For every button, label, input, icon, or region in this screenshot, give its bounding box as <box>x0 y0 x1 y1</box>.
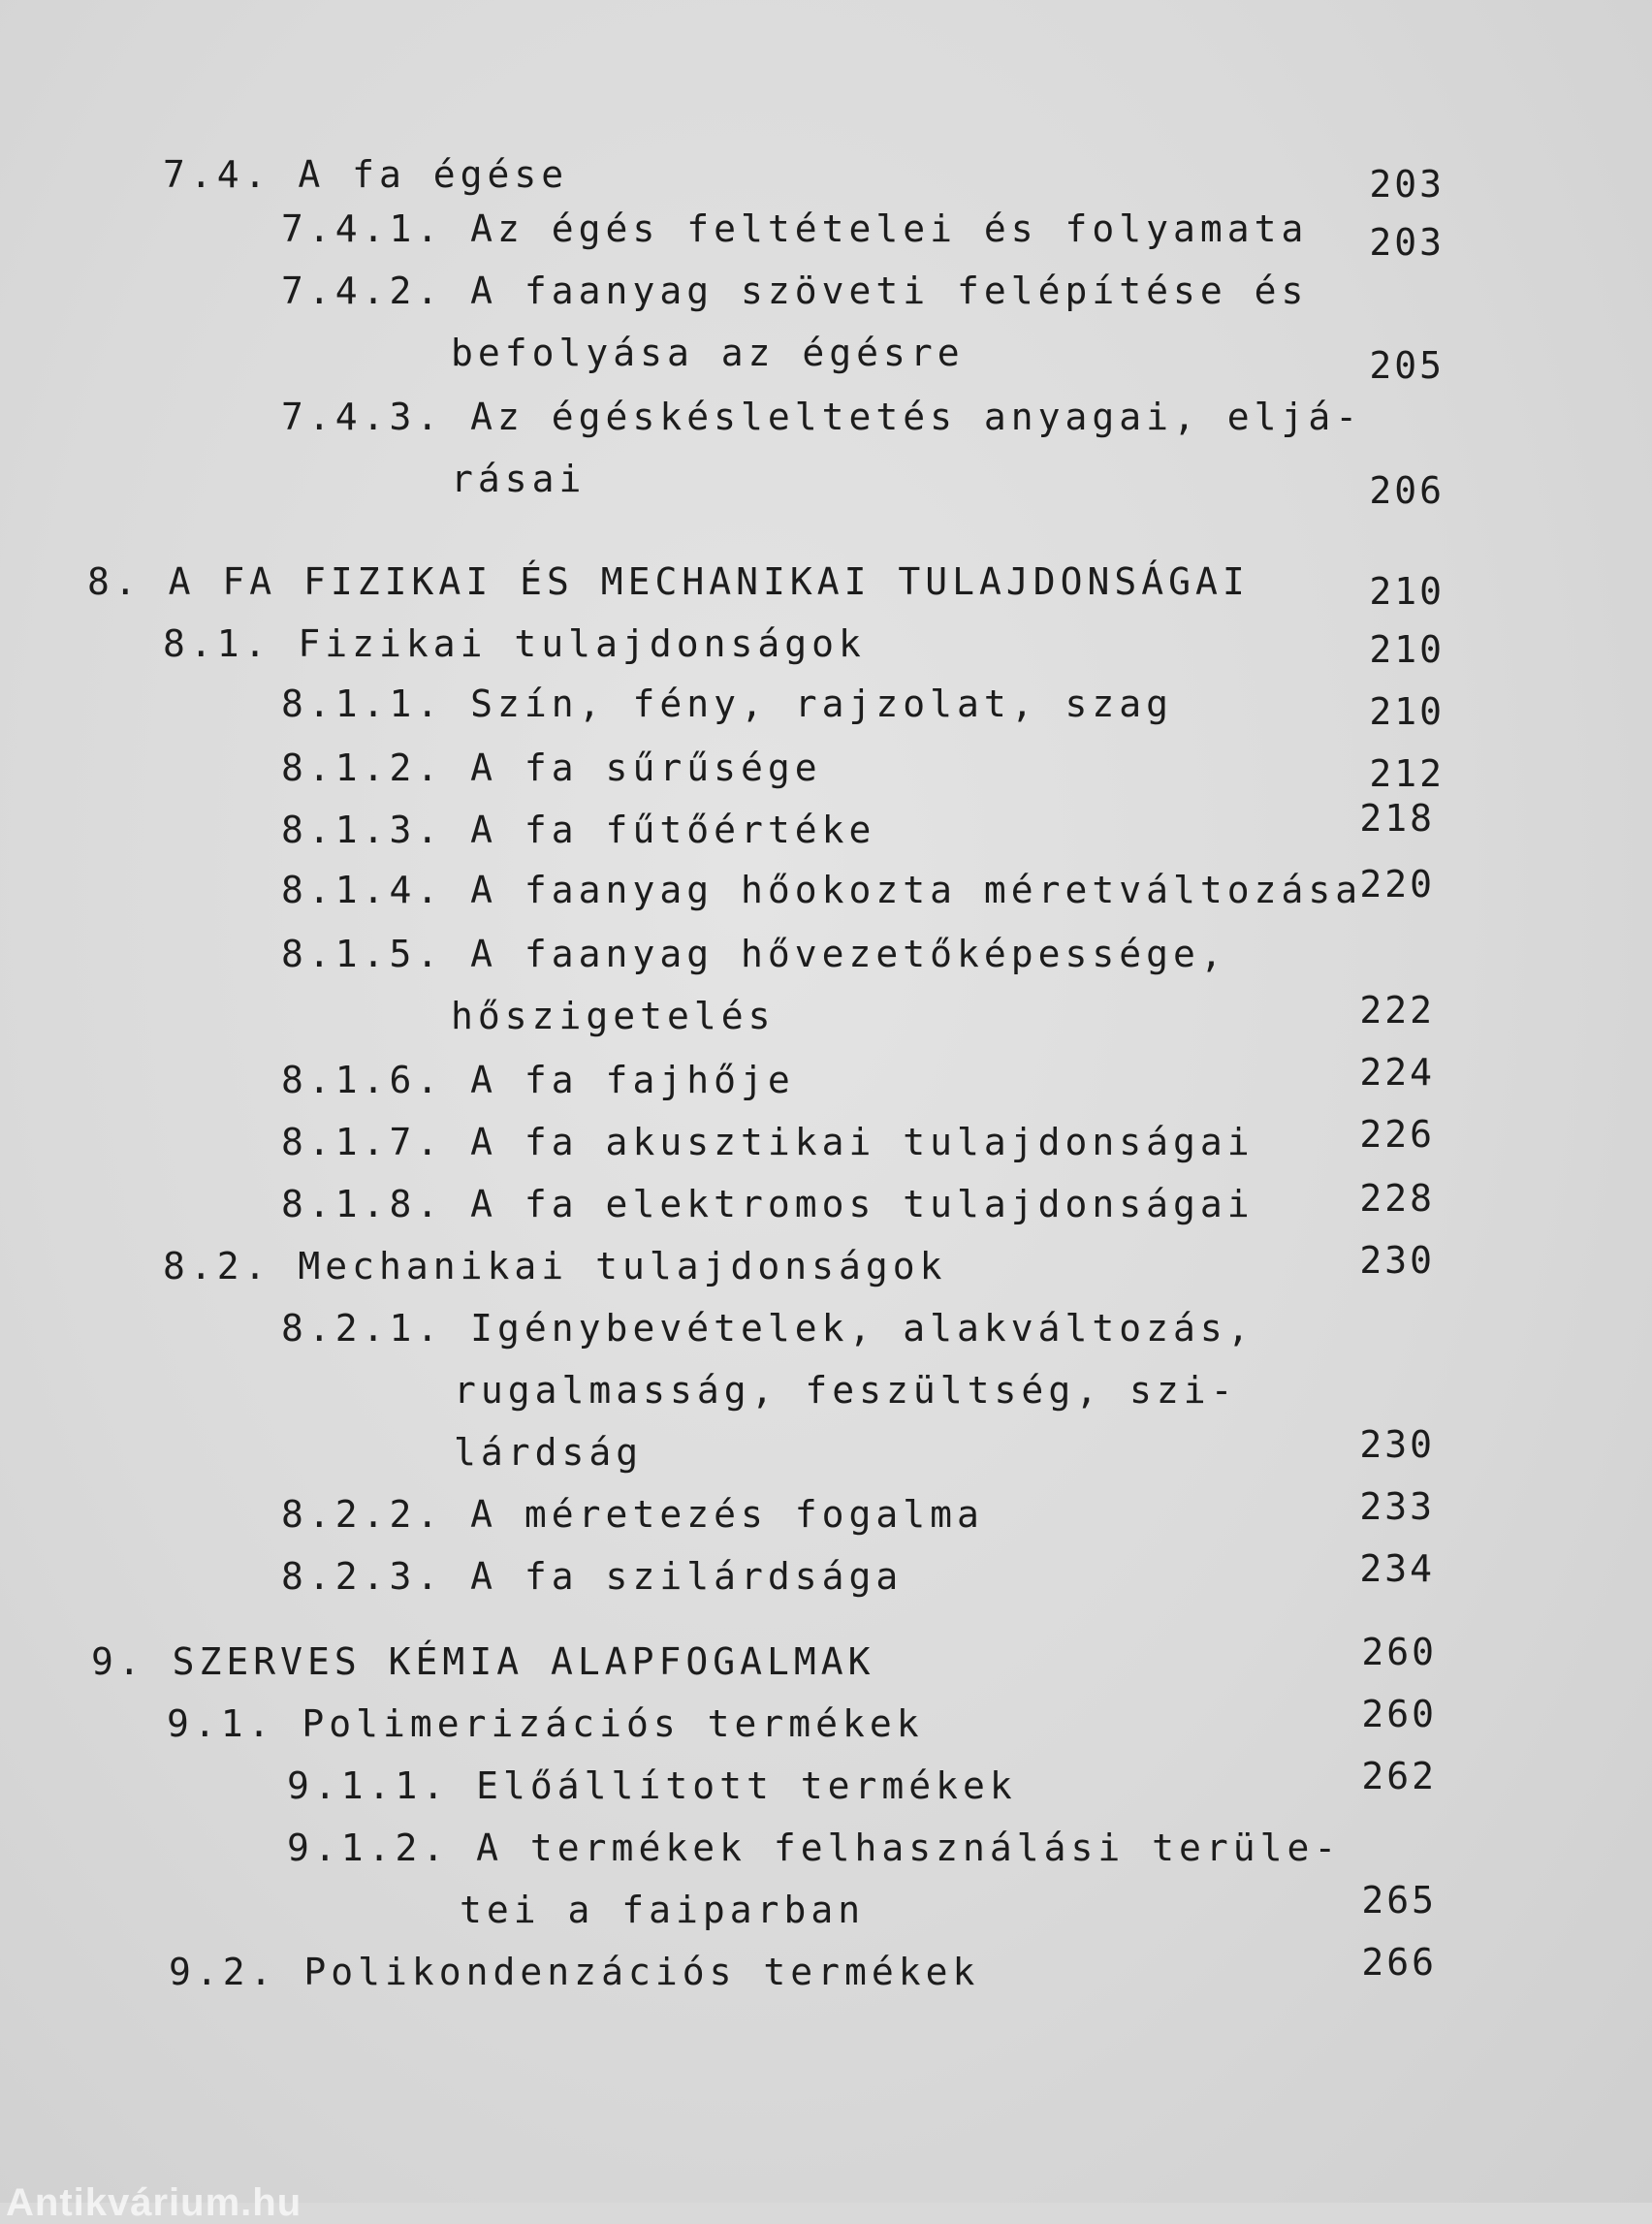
toc-entry-8-1-5-cont: hőszigetelés <box>451 995 776 1037</box>
toc-page-8-2: 230 <box>1359 1239 1435 1282</box>
toc-entry-7-4-3-cont: rásai <box>451 458 587 500</box>
toc-page-8-1-3: 218 <box>1359 797 1435 840</box>
toc-page-8-1: 210 <box>1369 628 1445 671</box>
toc-title: A faanyag hővezetőképessége, <box>470 933 1227 975</box>
toc-entry-8 <box>87 560 1250 603</box>
toc-title: Előállított termékek <box>476 1764 1017 1807</box>
toc-number: 7.4.3. <box>281 396 444 438</box>
toc-page-9-1-2: 265 <box>1361 1879 1437 1922</box>
toc-page-9-2: 266 <box>1361 1941 1437 1984</box>
toc-page-9-1-1: 262 <box>1361 1755 1437 1797</box>
toc-number: 8.1.3. <box>281 809 444 851</box>
toc-title: A fa szilárdsága <box>470 1555 904 1598</box>
toc-entry-9-2 <box>169 1951 979 1993</box>
toc-page-7-4-2: 205 <box>1369 344 1445 387</box>
toc-number: 9. <box>91 1640 145 1683</box>
toc-number: 9.1.2. <box>287 1827 450 1869</box>
toc-entry-8-1-6 <box>281 1059 795 1101</box>
toc-entry-8-2-1-cont2: lárdság <box>454 1431 644 1474</box>
toc-page-8: 210 <box>1369 570 1445 613</box>
toc-title: A termékek felhasználási terüle- <box>476 1827 1342 1869</box>
toc-title: A méretezés fogalma <box>470 1493 984 1536</box>
toc-title: Szín, fény, rajzolat, szag <box>470 683 1173 725</box>
toc-title: A fa sűrűsége <box>470 747 822 789</box>
toc-entry-9-1-2 <box>287 1827 1341 1869</box>
toc-title: A fa akusztikai tulajdonságai <box>470 1121 1255 1163</box>
toc-number: 8.1.8. <box>281 1183 444 1225</box>
toc-number: 7.4.1. <box>281 207 444 250</box>
toc-page-8-1-6: 224 <box>1359 1051 1435 1094</box>
toc-number: 8.2. <box>163 1245 271 1287</box>
toc-title: A faanyag hőokozta méretváltozása <box>470 869 1363 911</box>
toc-entry-7-4 <box>163 153 568 196</box>
toc-number: 9.1. <box>167 1702 275 1745</box>
toc-entry-8-1-3 <box>281 809 875 851</box>
toc-title: A fa fajhője <box>470 1059 795 1101</box>
toc-title: A faanyag szöveti felépítése és <box>470 270 1309 312</box>
toc-page-9-1: 260 <box>1361 1693 1437 1735</box>
toc-page-8-1-4: 220 <box>1359 863 1435 905</box>
toc-title: A fa égése <box>298 153 569 196</box>
toc-number: 8.1.4. <box>281 869 444 911</box>
toc-entry-8-2-3 <box>281 1555 903 1598</box>
toc-number: 8. <box>87 560 142 603</box>
toc-title: A fa fűtőértéke <box>470 809 876 851</box>
toc-entry-9 <box>91 1640 874 1683</box>
toc-title: Polikondenzációs termékek <box>303 1951 980 1993</box>
toc-entry-7-4-2 <box>281 270 1308 312</box>
toc-title: SZERVES KÉMIA ALAPFOGALMAK <box>172 1640 875 1683</box>
toc-entry-8-1-4 <box>281 869 1362 911</box>
toc-number: 8.1.5. <box>281 933 444 975</box>
toc-entry-8-1-1 <box>281 683 1173 725</box>
toc-number: 8.1.7. <box>281 1121 444 1163</box>
toc-number: 8.2.2. <box>281 1493 444 1536</box>
toc-page-8-1-7: 226 <box>1359 1113 1435 1156</box>
toc-title: Az égés feltételei és folyamata <box>470 207 1309 250</box>
toc-number: 8.1.1. <box>281 683 444 725</box>
toc-entry-8-2 <box>163 1245 946 1287</box>
toc-number: 7.4. <box>163 153 271 196</box>
toc-entry-8-2-2 <box>281 1493 984 1536</box>
toc-title: A FA FIZIKAI ÉS MECHANIKAI TULAJDONSÁGAI <box>168 560 1250 603</box>
toc-title: A fa elektromos tulajdonságai <box>470 1183 1255 1225</box>
toc-title: Fizikai tulajdonságok <box>298 622 866 665</box>
toc-page-8-2-2: 233 <box>1359 1485 1435 1528</box>
toc-page-8-2-3: 234 <box>1359 1547 1435 1590</box>
watermark: Antikvárium.hu <box>6 2181 302 2224</box>
toc-entry-7-4-2-cont: befolyása az égésre <box>451 332 965 374</box>
toc-page-8-1-1: 210 <box>1369 690 1445 733</box>
toc-number: 8.1.6. <box>281 1059 444 1101</box>
toc-page-8-1-5: 222 <box>1359 989 1435 1032</box>
toc-number: 9.2. <box>169 1951 277 1993</box>
toc-title: Igénybevételek, alakváltozás, <box>470 1307 1255 1350</box>
toc-page-7-4-1: 203 <box>1369 221 1445 264</box>
toc-page-7-4-3: 206 <box>1369 469 1445 512</box>
toc-title: Polimerizációs termékek <box>302 1702 924 1745</box>
toc-entry-8-1 <box>163 622 866 665</box>
toc-page-8-1-8: 228 <box>1359 1177 1435 1220</box>
toc-page-8-1-2: 212 <box>1369 752 1445 795</box>
toc-entry-7-4-1 <box>281 207 1308 250</box>
toc-number: 8.2.1. <box>281 1307 444 1350</box>
toc-entry-8-2-1 <box>281 1307 1255 1350</box>
toc-entry-7-4-3 <box>281 396 1362 438</box>
toc-page-9: 260 <box>1361 1631 1437 1673</box>
toc-entry-8-1-5 <box>281 933 1227 975</box>
toc-entry-8-1-2 <box>281 747 822 789</box>
toc-entry-9-1 <box>167 1702 924 1745</box>
toc-number: 9.1.1. <box>287 1764 450 1807</box>
toc-entry-8-1-8 <box>281 1183 1255 1225</box>
toc-entry-9-1-1 <box>287 1764 1017 1807</box>
toc-entry-9-1-2-cont: tei a faiparban <box>460 1889 866 1931</box>
toc-title: Az égéskésleltetés anyagai, eljá- <box>470 396 1363 438</box>
toc-page-7-4: 203 <box>1369 163 1445 206</box>
toc-page-8-2-1: 230 <box>1359 1423 1435 1466</box>
toc-number: 8.1.2. <box>281 747 444 789</box>
toc-number: 7.4.2. <box>281 270 444 312</box>
toc-entry-8-2-1-cont: rugalmasság, feszültség, szi- <box>454 1369 1238 1412</box>
toc-title: Mechanikai tulajdonságok <box>298 1245 947 1287</box>
toc-entry-8-1-7 <box>281 1121 1255 1163</box>
toc-number: 8.2.3. <box>281 1555 444 1598</box>
toc-number: 8.1. <box>163 622 271 665</box>
